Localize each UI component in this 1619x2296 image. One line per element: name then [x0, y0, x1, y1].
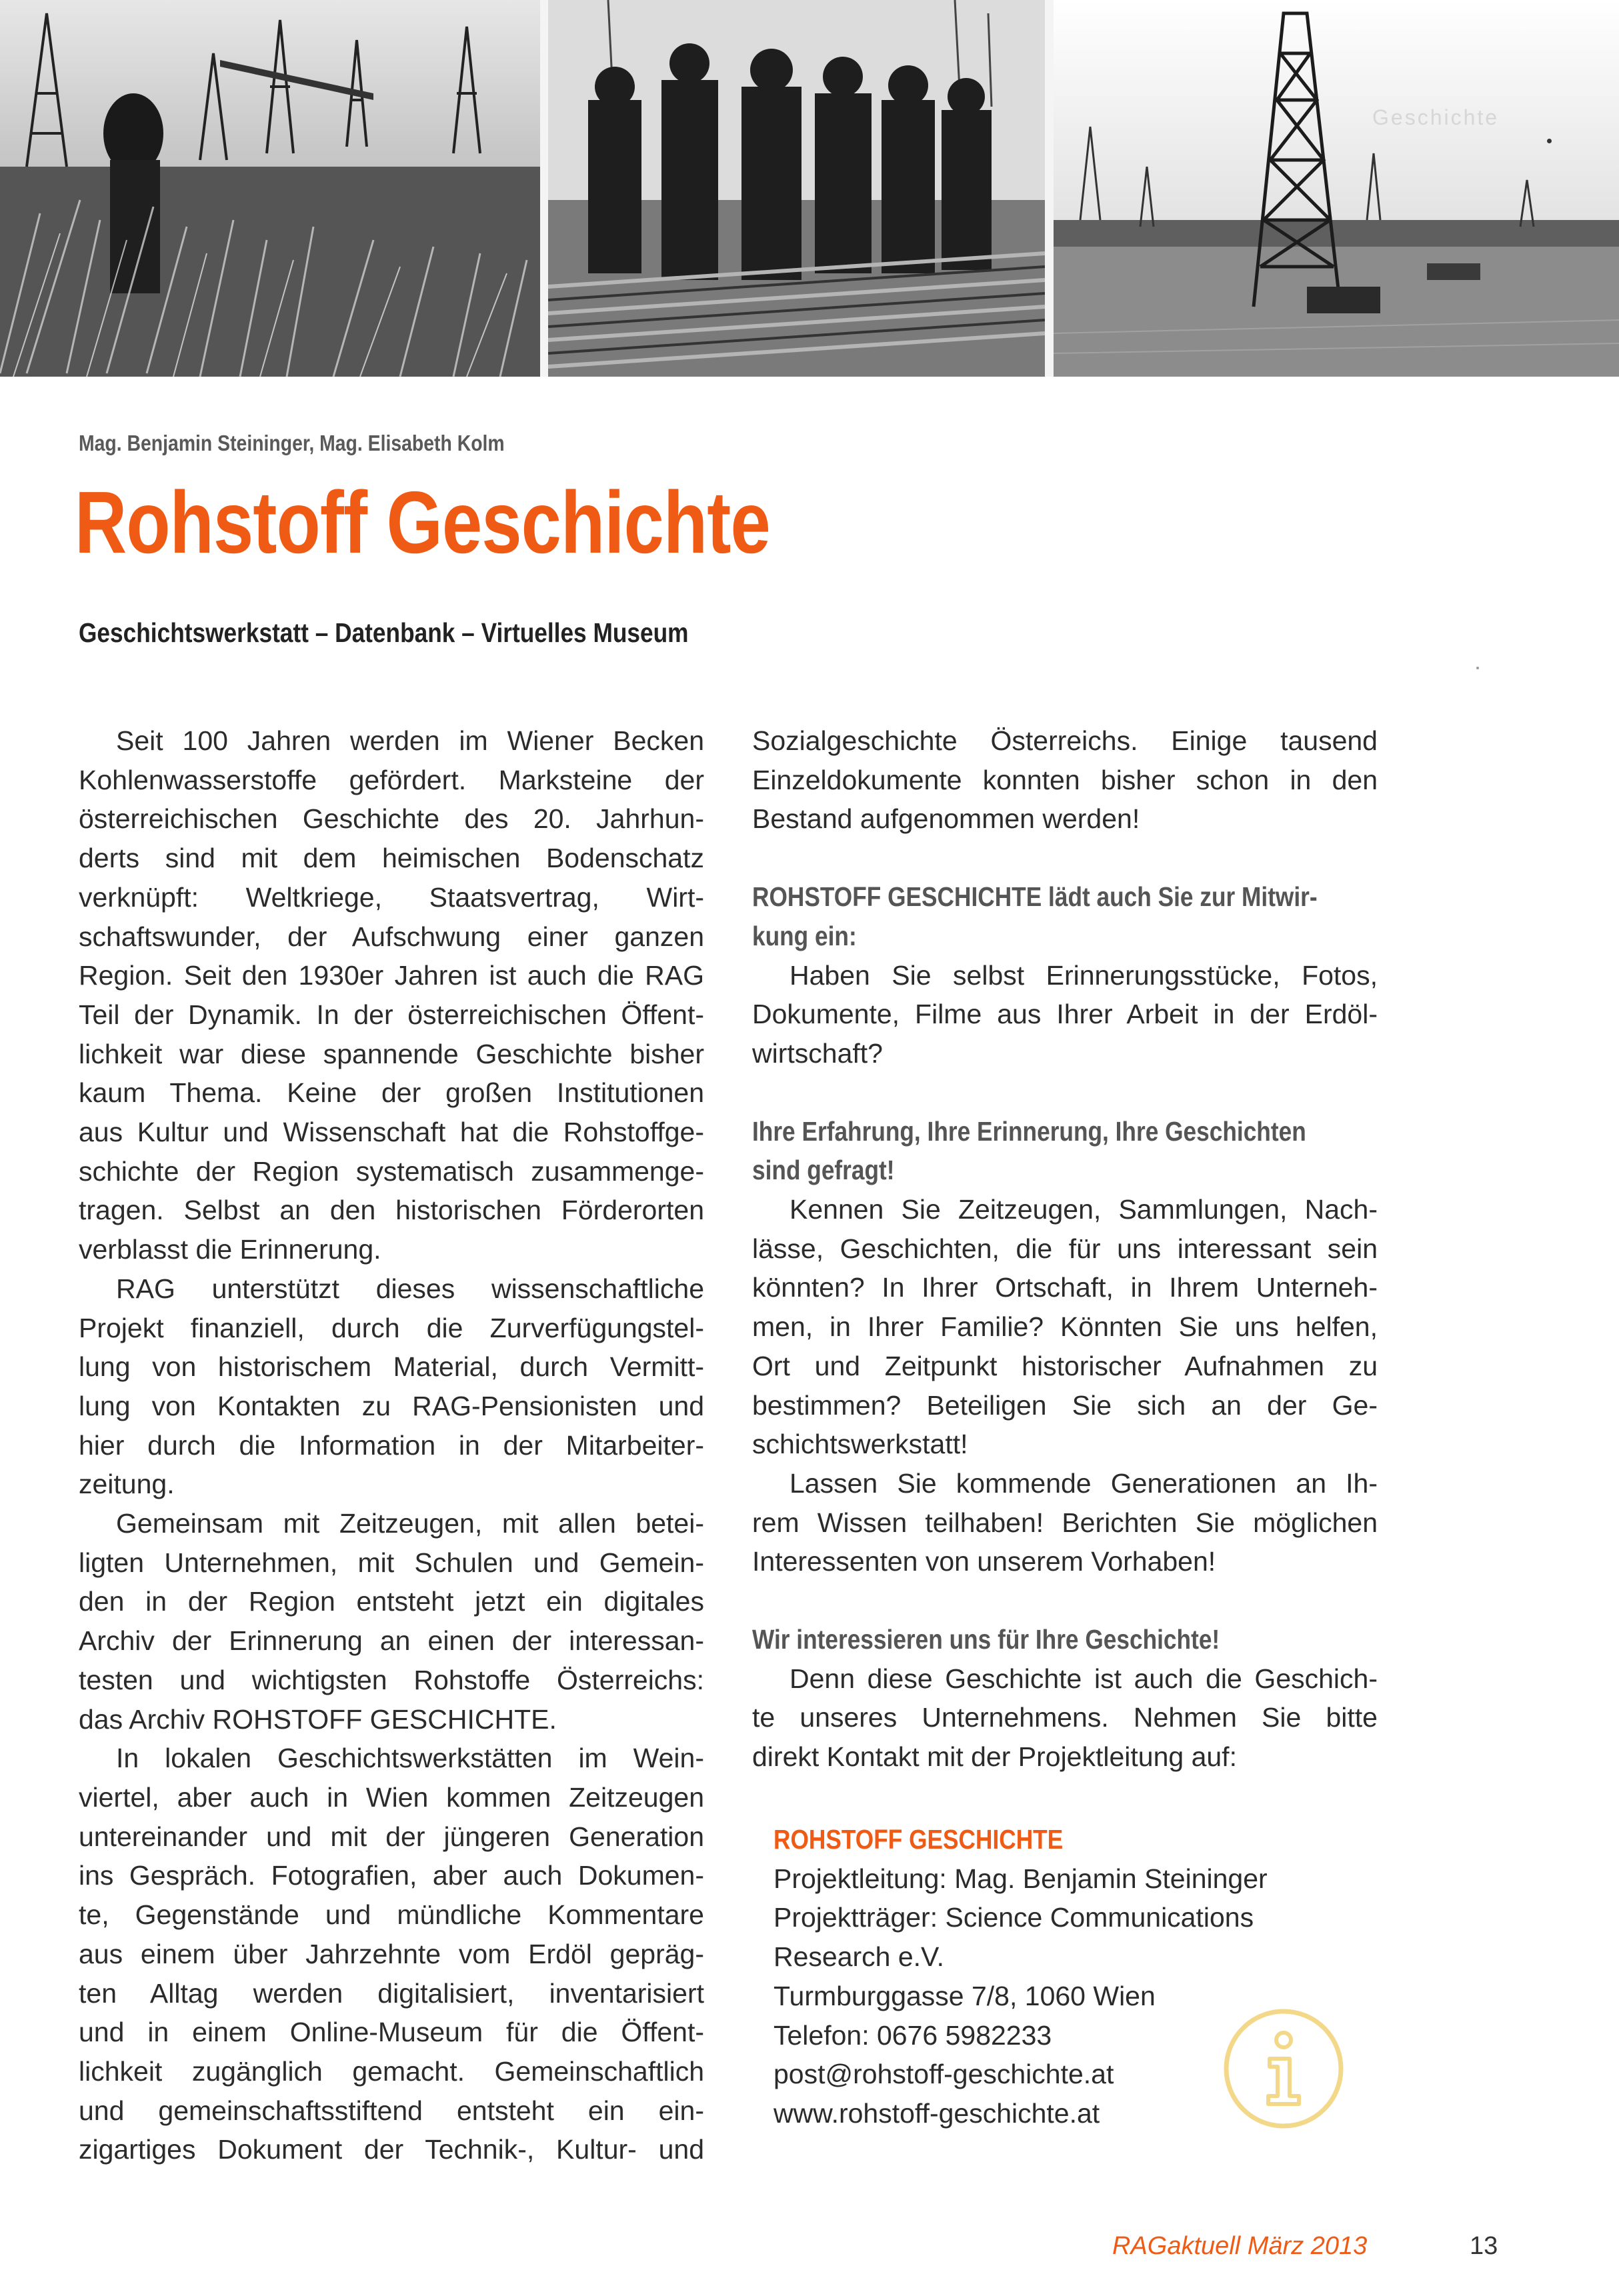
- contact-title: ROHSTOFF GESCHICHTE: [773, 1824, 1064, 1855]
- footer-issue: aktuell März 2013: [1167, 2232, 1368, 2260]
- scan-speck: [1476, 667, 1479, 669]
- contact-sponsor: Projektträger: Science Communications: [773, 1902, 1254, 1933]
- photo-derrick-tower: [1054, 0, 1619, 377]
- footer-brand: RAG: [1112, 2232, 1168, 2260]
- text-line: zeitung.: [79, 1469, 175, 1500]
- text-line: Seit 100 Jahren werden im Wiener Becken: [116, 725, 704, 756]
- text-line: Kennen Sie Zeitzeugen, Sammlungen, Nach-: [789, 1194, 1378, 1225]
- contact-phone: Telefon: 0676 5982233: [773, 2019, 1052, 2051]
- text-line: Sozialgeschichte Österreichs. Einige tausend: [752, 725, 1378, 756]
- text-line: kaum Thema. Keine der großen Institutionen: [79, 1077, 704, 1109]
- text-line: und in einem Online-Museum für die Öffent-: [79, 2017, 704, 2048]
- text-line: schaftswunder, der Aufschwung einer ganzen: [79, 921, 704, 952]
- contact-website-link[interactable]: www.rohstoff-geschichte.at: [773, 2097, 1100, 2129]
- text-line: Ort und Zeitpunkt historischer Aufnahmen zu: [752, 1350, 1378, 1381]
- text-line: schichte der Region systematisch zusammenge-: [79, 1155, 704, 1187]
- text-line: tragen. Selbst an den historischen Förderorten: [79, 1195, 704, 1226]
- text-line: verknüpft: Weltkriege, Staatsvertrag, Wirt-: [79, 881, 704, 913]
- text-line: ins Gespräch. Fotografien, aber auch Dokumen-: [79, 1860, 704, 1891]
- text-line: untereinander und mit der jüngeren Generation: [79, 1821, 704, 1852]
- text-line: men, in Ihrer Familie? Könnten Sie uns helfen,: [752, 1311, 1378, 1343]
- text-line: Denn diese Geschichte ist auch die Geschich-: [789, 1663, 1378, 1694]
- text-line: viertel, aber auch in Wien kommen Zeitzeugen: [79, 1781, 704, 1813]
- heading-line: Ihre Erfahrung, Ihre Erinnerung, Ihre Geschichten: [752, 1115, 1306, 1147]
- text-line: Kohlenwasserstoffe gefördert. Marksteine der: [79, 764, 704, 795]
- text-line: testen und wichtigsten Rohstoffe Österreichs:: [79, 1664, 704, 1695]
- text-line: lung von historischem Material, durch Vermitt-: [79, 1351, 704, 1383]
- text-line: Haben Sie selbst Erinnerungsstücke, Fotos,: [789, 959, 1378, 991]
- photo-oil-workers-group: [548, 0, 1045, 377]
- heading-line: ROHSTOFF GESCHICHTE lädt auch Sie zur Mitwir-: [752, 881, 1318, 913]
- text-line: könnten? In Ihrer Ortschaft, in Ihrem Unterneh-: [752, 1272, 1378, 1303]
- text-line: rem Wissen teilhaben! Berichten Sie möglichen: [752, 1507, 1378, 1538]
- heading-experience: [752, 1112, 1378, 1190]
- text-line: Lassen Sie kommende Generationen an Ih-: [789, 1467, 1378, 1499]
- text-line: wirtschaft?: [752, 1037, 883, 1069]
- body-column-right: [752, 721, 1378, 1777]
- paragraph: [79, 1504, 704, 1739]
- text-line: das Archiv ROHSTOFF GESCHICHTE.: [79, 1703, 557, 1735]
- paragraph: [79, 1269, 704, 1504]
- heading-line: sind gefragt!: [752, 1155, 895, 1186]
- dot-mark: [1547, 139, 1552, 143]
- text-line: lung von Kontakten zu RAG-Pensionisten und: [79, 1390, 704, 1421]
- text-line: Gemeinsam mit Zeitzeugen, mit allen betei-: [116, 1508, 704, 1539]
- text-line: österreichischen Geschichte des 20. Jahrhun-: [79, 803, 704, 835]
- heading-interest: [752, 1620, 1378, 1659]
- text-line: lässe, Geschichten, die für uns interessant sein: [752, 1233, 1378, 1264]
- info-icon: [1220, 2005, 1347, 2132]
- paragraph-memorabilia: [752, 956, 1378, 1073]
- text-line: aus Kultur und Wissenschaft hat die Rohstoffge-: [79, 1117, 704, 1148]
- article-title: Rohstoff Geschichte: [75, 473, 770, 571]
- text-line: Interessenten von unserem Vorhaben!: [752, 1546, 1216, 1577]
- contact-email-link[interactable]: post@rohstoff-geschichte.at: [773, 2059, 1114, 2090]
- text-line: derts sind mit dem heimischen Bodenschatz: [79, 843, 704, 874]
- text-line: Teil der Dynamik. In der österreichischen Öffent-: [79, 999, 704, 1030]
- text-line: Region. Seit den 1930er Jahren ist auch die RAG: [79, 960, 704, 991]
- text-line: Archiv der Erinnerung an einen der interessan-: [79, 1625, 704, 1657]
- text-line: Dokumente, Filme aus Ihrer Arbeit in der Erdöl-: [752, 999, 1378, 1030]
- paragraph-continuation: [752, 721, 1378, 839]
- paragraph: [79, 1739, 704, 2169]
- section-label: Geschichte: [1372, 105, 1500, 129]
- heading-invitation: [752, 877, 1378, 955]
- page-number: 13: [1470, 2232, 1498, 2260]
- text-line: Einzeldokumente konnten bisher schon in den: [752, 764, 1378, 795]
- contact-sponsor-cont: Research e.V.: [773, 1941, 945, 1973]
- text-line: zigartiges Dokument der Technik-, Kultur- und: [79, 2134, 704, 2165]
- text-line: und gemeinschaftsstiftend entsteht ein ein-: [79, 2095, 704, 2126]
- heading-line: kung ein:: [752, 920, 857, 951]
- text-line: te unseres Unternehmens. Nehmen Sie bitte: [752, 1702, 1378, 1733]
- text-line: lichkeit zugänglich gemacht. Gemeinschaftlich: [79, 2055, 704, 2087]
- text-line: schichtswerkstatt!: [752, 1429, 968, 1460]
- text-line: Projekt finanziell, durch die Zurverfügungstel-: [79, 1312, 704, 1343]
- footer-publication: [1112, 2232, 1367, 2261]
- paragraph: [79, 721, 704, 1269]
- paragraph-contact-invite: [752, 1659, 1378, 1777]
- text-line: direkt Kontakt mit der Projektleitung auf:: [752, 1741, 1237, 1773]
- contact-address: Turmburggasse 7/8, 1060 Wien: [773, 1980, 1156, 2011]
- heading-line: Wir interessieren uns für Ihre Geschichte!: [752, 1624, 1220, 1655]
- paragraph-generations: [752, 1464, 1378, 1581]
- article-subtitle: Geschichtswerkstatt – Datenbank – Virtuelles Museum: [79, 617, 689, 648]
- text-line: verblasst die Erinnerung.: [79, 1234, 381, 1265]
- text-line: In lokalen Geschichtswerkstätten im Wein-: [116, 1743, 704, 1774]
- body-column-left: [79, 721, 704, 2169]
- text-line: lichkeit war diese spannende Geschichte bisher: [79, 1038, 704, 1069]
- paragraph-witnesses: [752, 1190, 1378, 1464]
- photo-oil-derricks-field: [0, 0, 540, 377]
- text-line: aus einem über Jahrzehnte vom Erdöl gepräg-: [79, 1938, 704, 1969]
- text-line: hier durch die Information in der Mitarbeiter-: [79, 1429, 704, 1461]
- article-authors: Mag. Benjamin Steininger, Mag. Elisabeth Kolm: [79, 431, 505, 455]
- text-line: ligten Unternehmen, mit Schulen und Gemein-: [79, 1547, 704, 1578]
- text-line: den in der Region entsteht jetzt ein digitales: [79, 1586, 704, 1617]
- text-line: ten Alltag werden digitalisiert, inventarisiert: [79, 1977, 704, 2009]
- text-line: te, Gegenstände und mündliche Kommentare: [79, 1899, 704, 1931]
- text-line: bestimmen? Beteiligen Sie sich an der Ge-: [752, 1389, 1378, 1421]
- contact-project-lead: Projektleitung: Mag. Benjamin Steininger: [773, 1863, 1268, 1894]
- text-line: RAG unterstützt dieses wissenschaftliche: [116, 1273, 704, 1304]
- text-line: Bestand aufgenommen werden!: [752, 803, 1140, 835]
- photo-banner: [0, 0, 1619, 377]
